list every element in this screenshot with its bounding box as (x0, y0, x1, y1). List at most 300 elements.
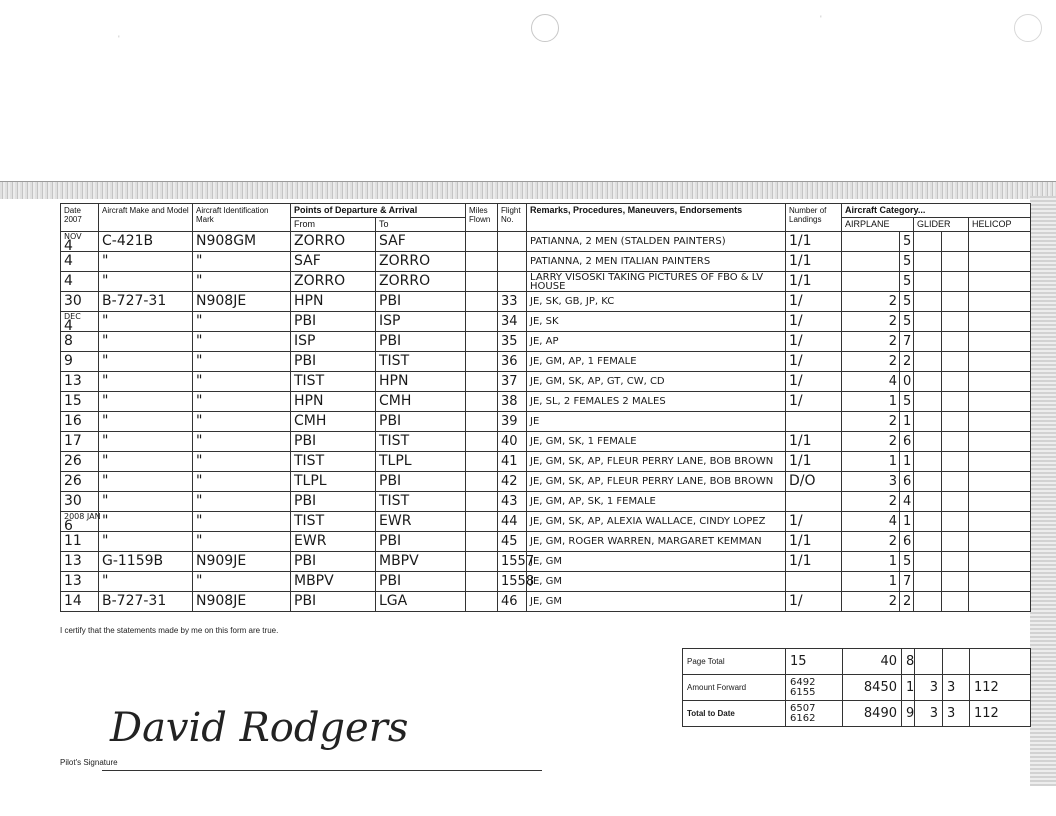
from-cell: PBI (291, 352, 376, 372)
helicopter-cell (969, 352, 1031, 372)
flight-no-cell (498, 272, 527, 292)
to-cell: TLPL (376, 452, 466, 472)
to-cell: ISP (376, 312, 466, 332)
log-row (61, 372, 1031, 392)
log-row (61, 272, 1031, 292)
day-label: 16 (64, 413, 82, 429)
from-cell: ZORRO (291, 272, 376, 292)
model-cell: " (99, 252, 193, 272)
log-row (61, 292, 1031, 312)
glider-cell-a (914, 292, 942, 312)
total-to-date-landings: 6507 6162 (786, 701, 843, 727)
helicopter-cell (969, 252, 1031, 272)
miles-cell (466, 412, 498, 432)
helicopter-cell (969, 272, 1031, 292)
page-total-glider-b (943, 649, 970, 675)
flight-no-cell: 34 (498, 312, 527, 332)
helicopter-cell (969, 532, 1031, 552)
glider-cell-b (942, 312, 969, 332)
pilot-signature: David Rodgers (110, 705, 409, 751)
amount-forward-landings: 6492 6155 (786, 675, 843, 701)
glider-cell-a (914, 512, 942, 532)
helicopter-cell (969, 292, 1031, 312)
date-cell (61, 552, 99, 572)
to-cell: LGA (376, 592, 466, 612)
day-label: 13 (64, 373, 82, 389)
log-row (61, 572, 1031, 592)
log-row (61, 352, 1031, 372)
miles-cell (466, 492, 498, 512)
scan-right-edge (1030, 196, 1056, 786)
airplane-hours-cell: 1 (842, 452, 900, 472)
day-label: 30 (64, 293, 82, 309)
airplane-tenths-cell: 5 (900, 252, 914, 272)
day-label: 30 (64, 493, 82, 509)
airplane-tenths-cell: 5 (900, 552, 914, 572)
ident-cell: " (193, 452, 291, 472)
flight-no-header: Flight No. (498, 204, 527, 232)
landings-cell: 1/ (786, 352, 842, 372)
flight-no-cell: 42 (498, 472, 527, 492)
landings-cell: 1/ (786, 312, 842, 332)
ident-cell: " (193, 272, 291, 292)
total-to-date-glider-a: 3 (915, 701, 943, 727)
day-label: 4 (64, 237, 73, 254)
log-row (61, 232, 1031, 252)
page-total-label: Page Total (683, 649, 786, 675)
remarks-cell: JE, GM, SK, AP, FLEUR PERRY LANE, BOB BROWN (527, 452, 786, 472)
helicopter-cell (969, 392, 1031, 412)
from-cell: SAF (291, 252, 376, 272)
airplane-hours-cell: 2 (842, 532, 900, 552)
page-total-glider-a (915, 649, 943, 675)
airplane-hours-cell: 2 (842, 432, 900, 452)
scan-shadow-band (0, 181, 1056, 199)
glider-cell-a (914, 552, 942, 572)
model-cell: B-727-31 (99, 292, 193, 312)
ident-cell: " (193, 412, 291, 432)
glider-cell-b (942, 472, 969, 492)
day-label: 26 (64, 453, 82, 469)
helicopter-cell (969, 492, 1031, 512)
log-row (61, 252, 1031, 272)
miles-cell (466, 572, 498, 592)
ident-cell: " (193, 572, 291, 592)
remarks-cell: JE, GM, SK, AP, FLEUR PERRY LANE, BOB BROWN (527, 472, 786, 492)
landings-cell: 1/1 (786, 532, 842, 552)
remarks-cell: PATIANNA, 2 MEN (STALDEN PAINTERS) (527, 232, 786, 252)
model-cell: G-1159B (99, 552, 193, 572)
model-cell: C-421B (99, 232, 193, 252)
to-cell: PBI (376, 292, 466, 312)
log-row (61, 412, 1031, 432)
landings-cell: D/O (786, 472, 842, 492)
miles-cell (466, 352, 498, 372)
landings-cell: 1/1 (786, 232, 842, 252)
glider-cell-b (942, 232, 969, 252)
amount-forward-glider-a: 3 (915, 675, 943, 701)
amount-forward-glider-b: 3 (943, 675, 970, 701)
glider-cell-a (914, 372, 942, 392)
miles-cell (466, 452, 498, 472)
flight-no-cell: 37 (498, 372, 527, 392)
day-label: 8 (64, 333, 73, 349)
points-header: Points of Departure & Arrival (291, 204, 466, 218)
date-cell (61, 352, 99, 372)
from-cell: MBPV (291, 572, 376, 592)
model-cell: " (99, 512, 193, 532)
to-cell: HPN (376, 372, 466, 392)
model-cell: " (99, 312, 193, 332)
day-label: 9 (64, 353, 73, 369)
miles-cell (466, 392, 498, 412)
flight-no-cell: 40 (498, 432, 527, 452)
from-cell: HPN (291, 392, 376, 412)
day-label: 4 (64, 273, 73, 289)
landings-cell: 1/1 (786, 272, 842, 292)
day-label: 11 (64, 533, 82, 549)
glider-cell-b (942, 492, 969, 512)
glider-cell-a (914, 392, 942, 412)
glider-cell-b (942, 572, 969, 592)
glider-cell-b (942, 552, 969, 572)
day-label: 17 (64, 433, 82, 449)
remarks-cell: JE, SK, GB, JP, KC (527, 292, 786, 312)
day-label: 14 (64, 593, 82, 609)
airplane-hours-cell: 2 (842, 492, 900, 512)
day-label: 15 (64, 393, 82, 409)
date-cell (61, 372, 99, 392)
glider-header: GLIDER (914, 218, 969, 232)
punch-hole (531, 14, 559, 42)
date-cell (61, 272, 99, 292)
totals-table (682, 648, 1031, 727)
date-cell (61, 392, 99, 412)
remarks-cell: JE (527, 412, 786, 432)
ident-cell: " (193, 312, 291, 332)
page-total-landings: 15 (786, 649, 843, 675)
certification-text: I certify that the statements made by me on this form are true. (60, 626, 279, 635)
glider-cell-a (914, 332, 942, 352)
date-cell (61, 432, 99, 452)
day-label: 26 (64, 473, 82, 489)
header-row (61, 204, 1031, 218)
helicopter-cell (969, 572, 1031, 592)
ident-cell: N908JE (193, 292, 291, 312)
total-to-date-row (683, 701, 1031, 727)
glider-cell-a (914, 252, 942, 272)
logbook-table (60, 203, 1031, 612)
from-cell: HPN (291, 292, 376, 312)
from-cell: ISP (291, 332, 376, 352)
month-label: NOV (64, 231, 82, 241)
glider-cell-a (914, 352, 942, 372)
log-row (61, 332, 1031, 352)
miles-cell (466, 252, 498, 272)
ident-cell: " (193, 532, 291, 552)
landings-cell: 1/1 (786, 432, 842, 452)
ident-cell: " (193, 332, 291, 352)
from-cell: ZORRO (291, 232, 376, 252)
total-to-date-hours: 8490 (843, 701, 902, 727)
ident-cell: N908JE (193, 592, 291, 612)
remarks-cell: JE, SL, 2 FEMALES 2 MALES (527, 392, 786, 412)
day-label: 13 (64, 573, 82, 589)
miles-cell (466, 552, 498, 572)
log-row (61, 532, 1031, 552)
miles-cell (466, 372, 498, 392)
glider-cell-b (942, 392, 969, 412)
glider-cell-b (942, 412, 969, 432)
helicopter-cell (969, 452, 1031, 472)
glider-cell-a (914, 572, 942, 592)
glider-cell-b (942, 452, 969, 472)
helicopter-cell (969, 332, 1031, 352)
log-row (61, 392, 1031, 412)
date-cell (61, 292, 99, 312)
glider-cell-b (942, 512, 969, 532)
date-header: Date 2007 (61, 204, 99, 232)
airplane-tenths-cell: 2 (900, 352, 914, 372)
from-cell: TIST (291, 452, 376, 472)
scan-speck: ' (118, 34, 120, 44)
to-cell: SAF (376, 232, 466, 252)
miles-cell (466, 332, 498, 352)
glider-cell-b (942, 352, 969, 372)
glider-cell-b (942, 252, 969, 272)
to-header: To (376, 218, 466, 232)
amount-forward-heli: 112 (970, 675, 1031, 701)
page-total-tenths: 8 (902, 649, 915, 675)
airplane-hours-cell (842, 252, 900, 272)
to-cell: TIST (376, 352, 466, 372)
date-cell (61, 332, 99, 352)
glider-cell-a (914, 492, 942, 512)
glider-cell-b (942, 592, 969, 612)
from-cell: TLPL (291, 472, 376, 492)
model-cell: " (99, 492, 193, 512)
glider-cell-b (942, 372, 969, 392)
from-cell: TIST (291, 372, 376, 392)
model-cell: " (99, 352, 193, 372)
miles-cell (466, 312, 498, 332)
airplane-hours-cell: 4 (842, 372, 900, 392)
landings-cell: 1/ (786, 332, 842, 352)
airplane-tenths-cell: 6 (900, 532, 914, 552)
airplane-hours-cell: 1 (842, 552, 900, 572)
page-total-hours: 40 (843, 649, 902, 675)
log-row (61, 312, 1031, 332)
ident-cell: " (193, 492, 291, 512)
model-cell: " (99, 472, 193, 492)
to-cell: PBI (376, 532, 466, 552)
miles-header: Miles Flown (466, 204, 498, 232)
ident-cell: N908GM (193, 232, 291, 252)
remarks-cell: JE, GM (527, 572, 786, 592)
log-row (61, 452, 1031, 472)
model-cell: " (99, 572, 193, 592)
month-label: DEC (64, 311, 81, 321)
glider-cell-a (914, 412, 942, 432)
flight-no-cell: 38 (498, 392, 527, 412)
to-cell: ZORRO (376, 252, 466, 272)
date-cell (61, 232, 99, 252)
glider-cell-b (942, 432, 969, 452)
to-cell: EWR (376, 512, 466, 532)
flight-no-cell: 1558 (498, 572, 527, 592)
landings-cell (786, 492, 842, 512)
landings-cell: 1/ (786, 372, 842, 392)
landings-cell: 1/1 (786, 252, 842, 272)
landings-cell: 1/ (786, 392, 842, 412)
glider-cell-b (942, 272, 969, 292)
date-cell (61, 492, 99, 512)
model-cell: " (99, 432, 193, 452)
miles-cell (466, 232, 498, 252)
amount-forward-row (683, 675, 1031, 701)
from-cell: TIST (291, 512, 376, 532)
landings-cell: 1/1 (786, 452, 842, 472)
page-total-heli (970, 649, 1031, 675)
miles-cell (466, 512, 498, 532)
to-cell: PBI (376, 572, 466, 592)
model-cell: " (99, 452, 193, 472)
helicopter-cell (969, 372, 1031, 392)
remarks-header: Remarks, Procedures, Maneuvers, Endorsements (527, 204, 786, 232)
signature-line (102, 770, 542, 771)
ident-cell: " (193, 392, 291, 412)
remarks-cell: JE, GM (527, 552, 786, 572)
helicopter-cell (969, 312, 1031, 332)
airplane-hours-cell (842, 272, 900, 292)
to-cell: CMH (376, 392, 466, 412)
log-row (61, 592, 1031, 612)
date-cell (61, 532, 99, 552)
from-cell: PBI (291, 432, 376, 452)
flight-no-cell: 35 (498, 332, 527, 352)
flight-no-cell (498, 232, 527, 252)
airplane-tenths-cell: 1 (900, 452, 914, 472)
log-row (61, 512, 1031, 532)
date-cell (61, 472, 99, 492)
helicopter-cell (969, 592, 1031, 612)
from-cell: PBI (291, 312, 376, 332)
remarks-cell: JE, GM (527, 592, 786, 612)
airplane-tenths-cell: 7 (900, 332, 914, 352)
flight-no-cell: 45 (498, 532, 527, 552)
remarks-cell: JE, GM, AP, 1 FEMALE (527, 352, 786, 372)
airplane-tenths-cell: 1 (900, 412, 914, 432)
landings-cell (786, 412, 842, 432)
landings-header: Number of Landings (786, 204, 842, 232)
remarks-cell: JE, GM, SK, AP, GT, CW, CD (527, 372, 786, 392)
airplane-hours-cell: 2 (842, 332, 900, 352)
helicopter-cell (969, 552, 1031, 572)
from-cell: PBI (291, 492, 376, 512)
ident-cell: " (193, 352, 291, 372)
landings-cell (786, 572, 842, 592)
landings-cell: 1/ (786, 592, 842, 612)
remarks-cell: JE, GM, SK, 1 FEMALE (527, 432, 786, 452)
model-cell: " (99, 412, 193, 432)
glider-cell-a (914, 312, 942, 332)
ident-cell: " (193, 372, 291, 392)
date-cell (61, 592, 99, 612)
from-header: From (291, 218, 376, 232)
glider-cell-b (942, 532, 969, 552)
remarks-cell: PATIANNA, 2 MEN ITALIAN PAINTERS (527, 252, 786, 272)
flight-no-cell: 46 (498, 592, 527, 612)
log-row (61, 492, 1031, 512)
miles-cell (466, 472, 498, 492)
day-label: 6 (64, 517, 73, 534)
date-cell (61, 512, 99, 532)
helicopter-cell (969, 412, 1031, 432)
date-cell (61, 412, 99, 432)
airplane-tenths-cell: 2 (900, 592, 914, 612)
flight-no-cell (498, 252, 527, 272)
to-cell: PBI (376, 412, 466, 432)
airplane-hours-cell: 1 (842, 392, 900, 412)
airplane-hours-cell: 4 (842, 512, 900, 532)
airplane-tenths-cell: 5 (900, 312, 914, 332)
from-cell: CMH (291, 412, 376, 432)
glider-cell-a (914, 452, 942, 472)
helicopter-cell (969, 512, 1031, 532)
total-to-date-label: Total to Date (683, 701, 786, 727)
glider-cell-a (914, 472, 942, 492)
airplane-tenths-cell: 5 (900, 292, 914, 312)
amount-forward-hours: 8450 (843, 675, 902, 701)
airplane-tenths-cell: 6 (900, 432, 914, 452)
date-cell (61, 312, 99, 332)
date-cell (61, 252, 99, 272)
model-cell: " (99, 272, 193, 292)
glider-cell-b (942, 292, 969, 312)
remarks-cell: LARRY VISOSKI TAKING PICTURES OF FBO & LV HOUSE (527, 272, 786, 292)
remarks-cell: JE, SK (527, 312, 786, 332)
airplane-hours-cell: 1 (842, 572, 900, 592)
helicopter-cell (969, 232, 1031, 252)
helicopter-cell (969, 472, 1031, 492)
amount-forward-tenths: 1 (902, 675, 915, 701)
remarks-cell: JE, AP (527, 332, 786, 352)
miles-cell (466, 532, 498, 552)
page-total-row (683, 649, 1031, 675)
model-cell: B-727-31 (99, 592, 193, 612)
flight-no-cell: 33 (498, 292, 527, 312)
from-cell: EWR (291, 532, 376, 552)
glider-cell-b (942, 332, 969, 352)
airplane-header: AIRPLANE (842, 218, 914, 232)
category-header: Aircraft Category... (842, 204, 1031, 218)
to-cell: MBPV (376, 552, 466, 572)
miles-cell (466, 432, 498, 452)
scan-speck: ' (820, 14, 822, 24)
ident-cell: " (193, 512, 291, 532)
remarks-cell: JE, GM, AP, SK, 1 FEMALE (527, 492, 786, 512)
model-cell: " (99, 392, 193, 412)
flight-no-cell: 43 (498, 492, 527, 512)
day-label: 4 (64, 317, 73, 334)
from-cell: PBI (291, 592, 376, 612)
to-cell: PBI (376, 332, 466, 352)
airplane-hours-cell: 2 (842, 592, 900, 612)
airplane-tenths-cell: 4 (900, 492, 914, 512)
airplane-hours-cell: 2 (842, 412, 900, 432)
model-cell: " (99, 332, 193, 352)
to-cell: TIST (376, 432, 466, 452)
